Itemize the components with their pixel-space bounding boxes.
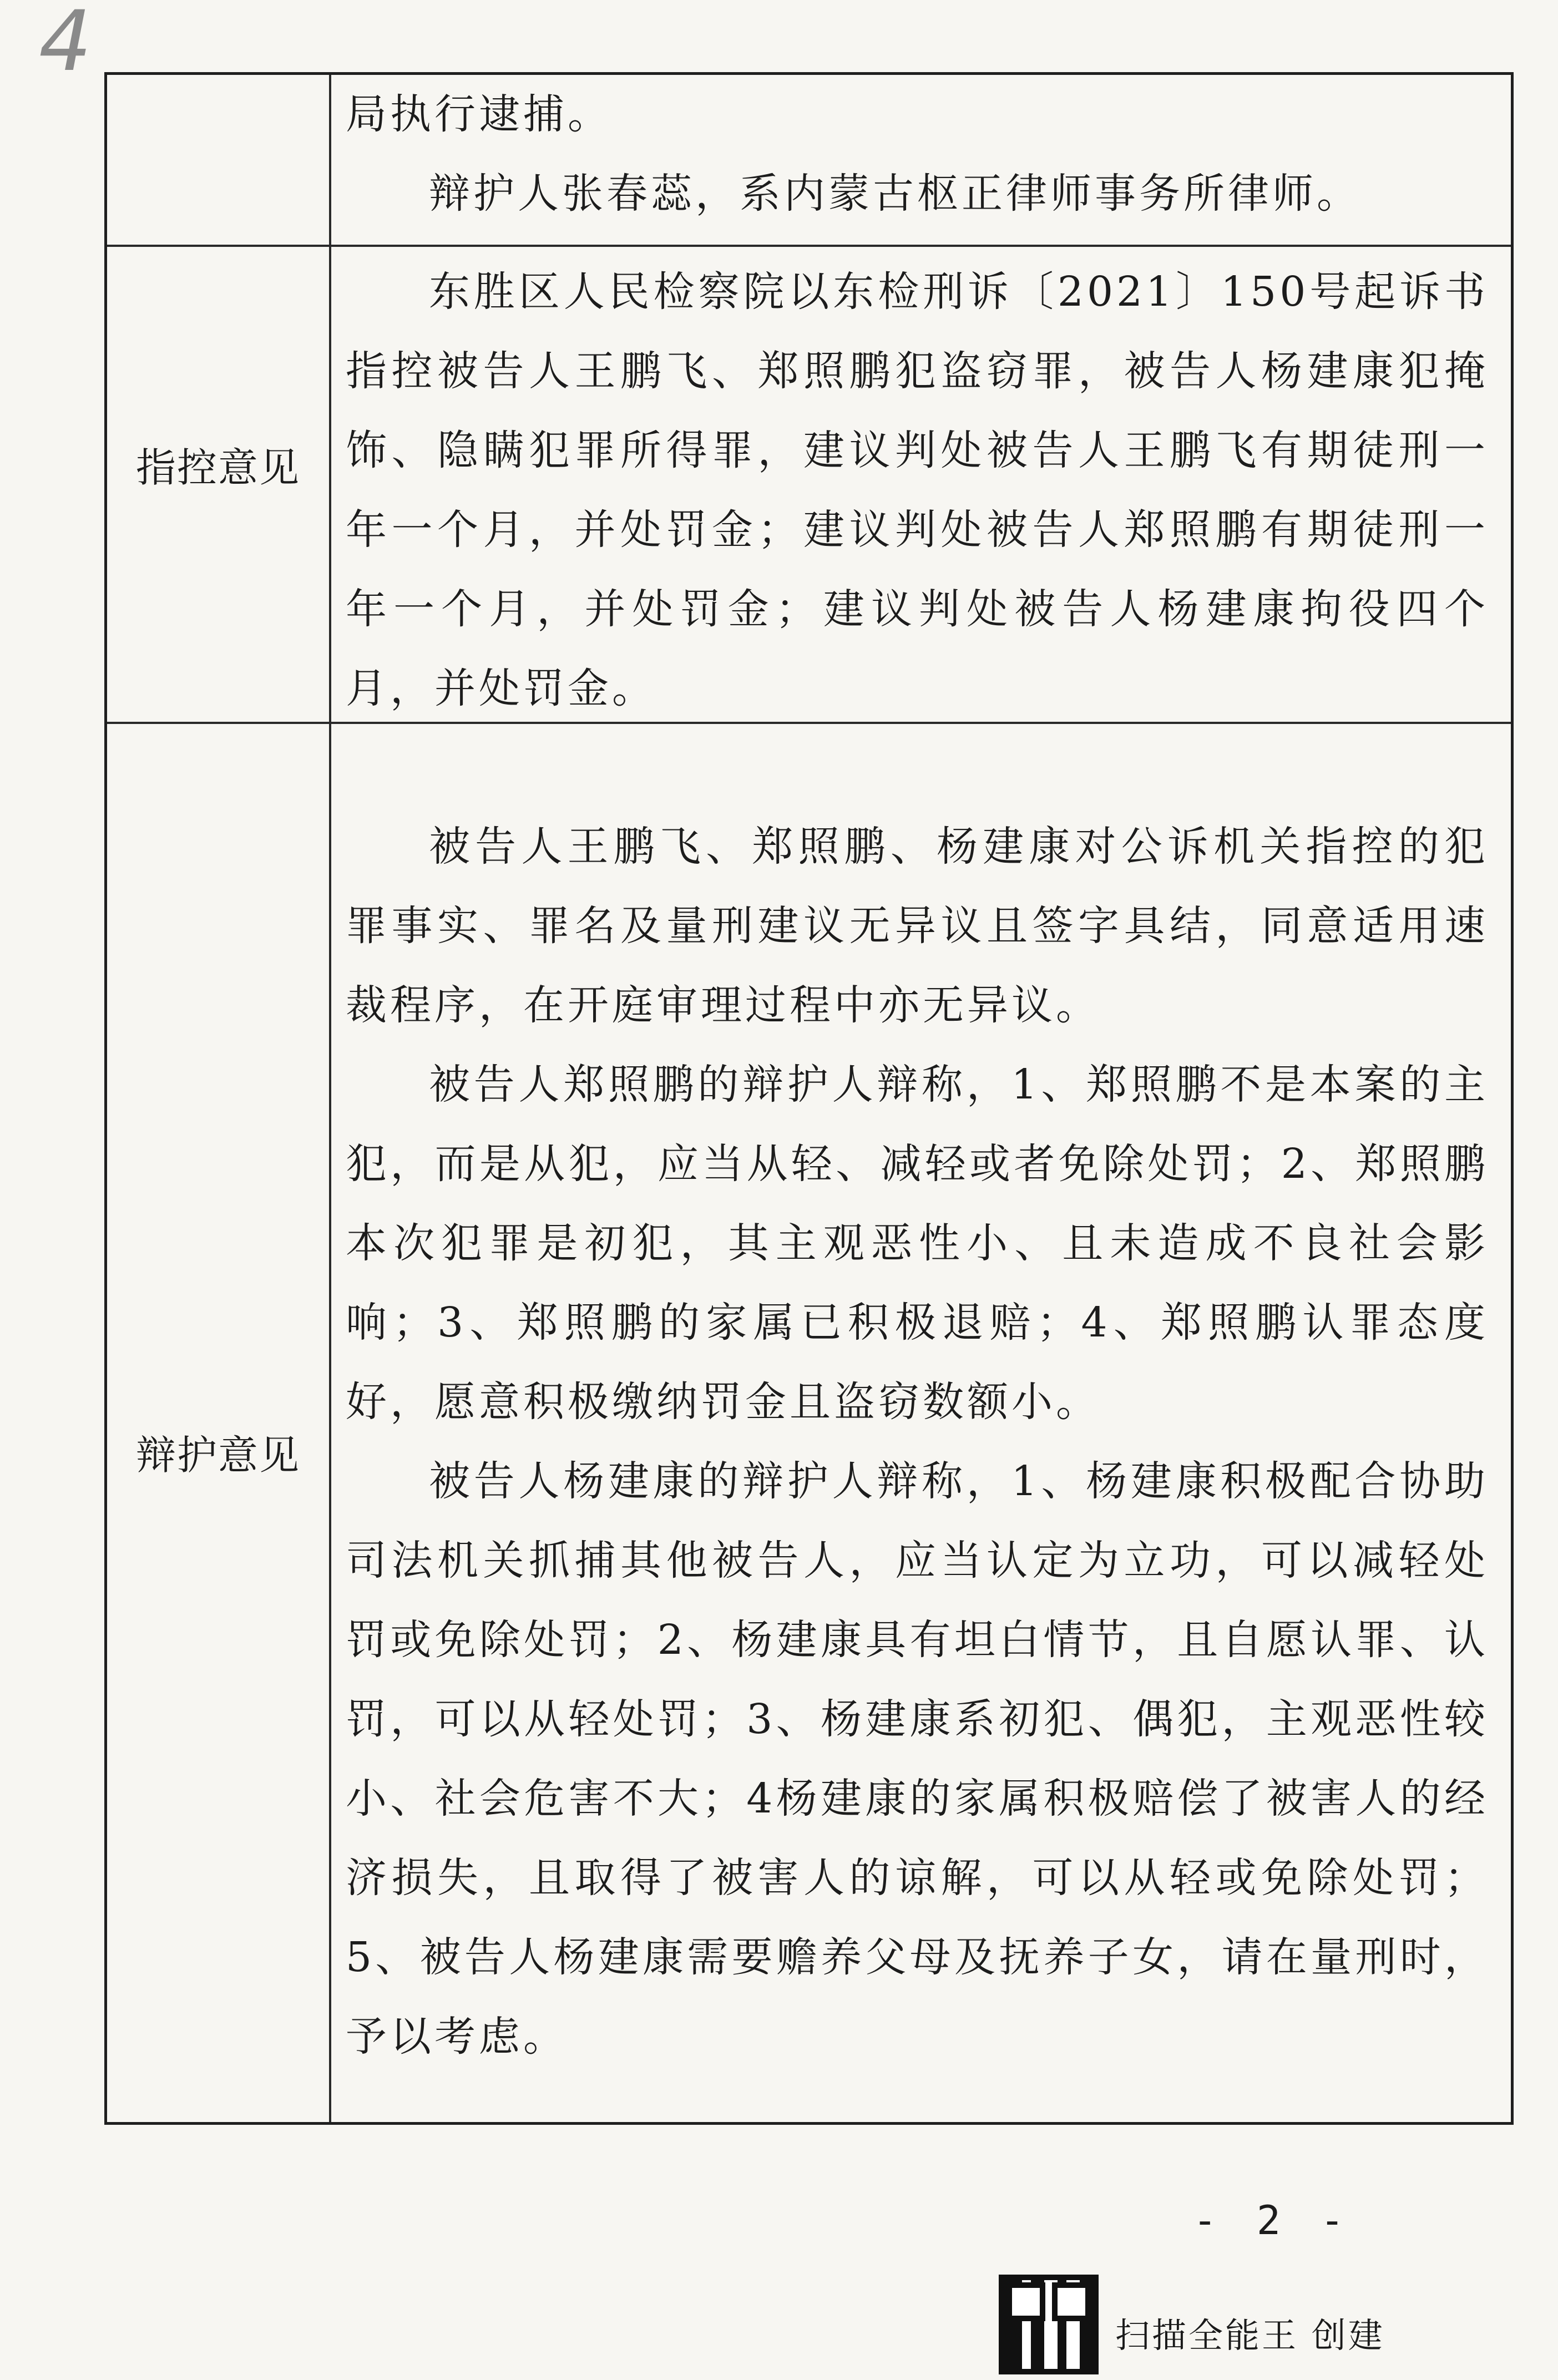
scanner-footer [999,2275,1498,2380]
row-content [346,252,1489,728]
page-number: - 2 - [1193,2197,1352,2244]
row-content [346,807,1489,2077]
table-row-charges [107,247,1511,724]
column-divider [329,75,331,245]
handwritten-page-mark: 4 [39,0,92,90]
qr-code-icon [999,2275,1099,2374]
scanner-watermark: 扫描全能王 创建 [1115,2315,1385,2356]
paragraph: 辩护人张春蕊，系内蒙古枢正律师事务所律师。 [429,170,1361,217]
paragraph: 被告人王鹏飞、郑照鹏、杨建康对公诉机关指控的犯罪事实、罪名及量刑建议无异议且签字具结，同意适用速裁程序，在开庭审理过程中亦无异议。 [346,823,1489,1029]
row-label-charges: 指控意见 [135,444,300,491]
column-divider [329,247,331,722]
document-table [104,72,1514,2125]
row-content [346,75,1489,234]
paragraph: 局执行逮捕。 [346,90,612,138]
paragraph: 东胜区人民检察院以东检刑诉〔2021〕150号起诉书指控被告人王鹏飞、郑照鹏犯盗窃罪，被告人杨建康犯掩饰、隐瞒犯罪所得罪，建议判处被告人王鹏飞有期徒刑一年一个月，并处罚金；建议判处被告人郑照鹏有期徒刑一年一个月，并处罚金；建议判处被告人杨建康拘役四个月，并处罚金。 [346,268,1489,712]
table-row-defense [107,724,1511,2122]
paragraph: 被告人郑照鹏的辩护人辩称，1、郑照鹏不是本案的主犯，而是从犯，应当从轻、减轻或者免除处罚；2、郑照鹏本次犯罪是初犯，其主观恶性小、且未造成不良社会影响；3、郑照鹏的家属已积极退赔；4、郑照鹏认罪态度好，愿意积极缴纳罚金且盗窃数额小。 [346,1061,1489,1426]
column-divider [329,724,331,2122]
paragraph: 被告人杨建康的辩护人辩称，1、杨建康积极配合协助司法机关抓捕其他被告人，应当认定为立功，可以减轻处罚或免除处罚；2、杨建康具有坦白情节，且自愿认罪、认罚，可以从轻处罚；3、杨建康系初犯、偶犯，主观恶性较小、社会危害不大；4杨建康的家属积极赔偿了被害人的经济损失，且取得了被害人的谅解，可以从轻或免除处罚；5、被告人杨建康需要赡养父母及抚养子女，请在量刑时，予以考虑。 [346,1457,1489,2060]
row-label-defense: 辩护意见 [135,1432,300,1478]
table-row-continuation [107,75,1511,247]
